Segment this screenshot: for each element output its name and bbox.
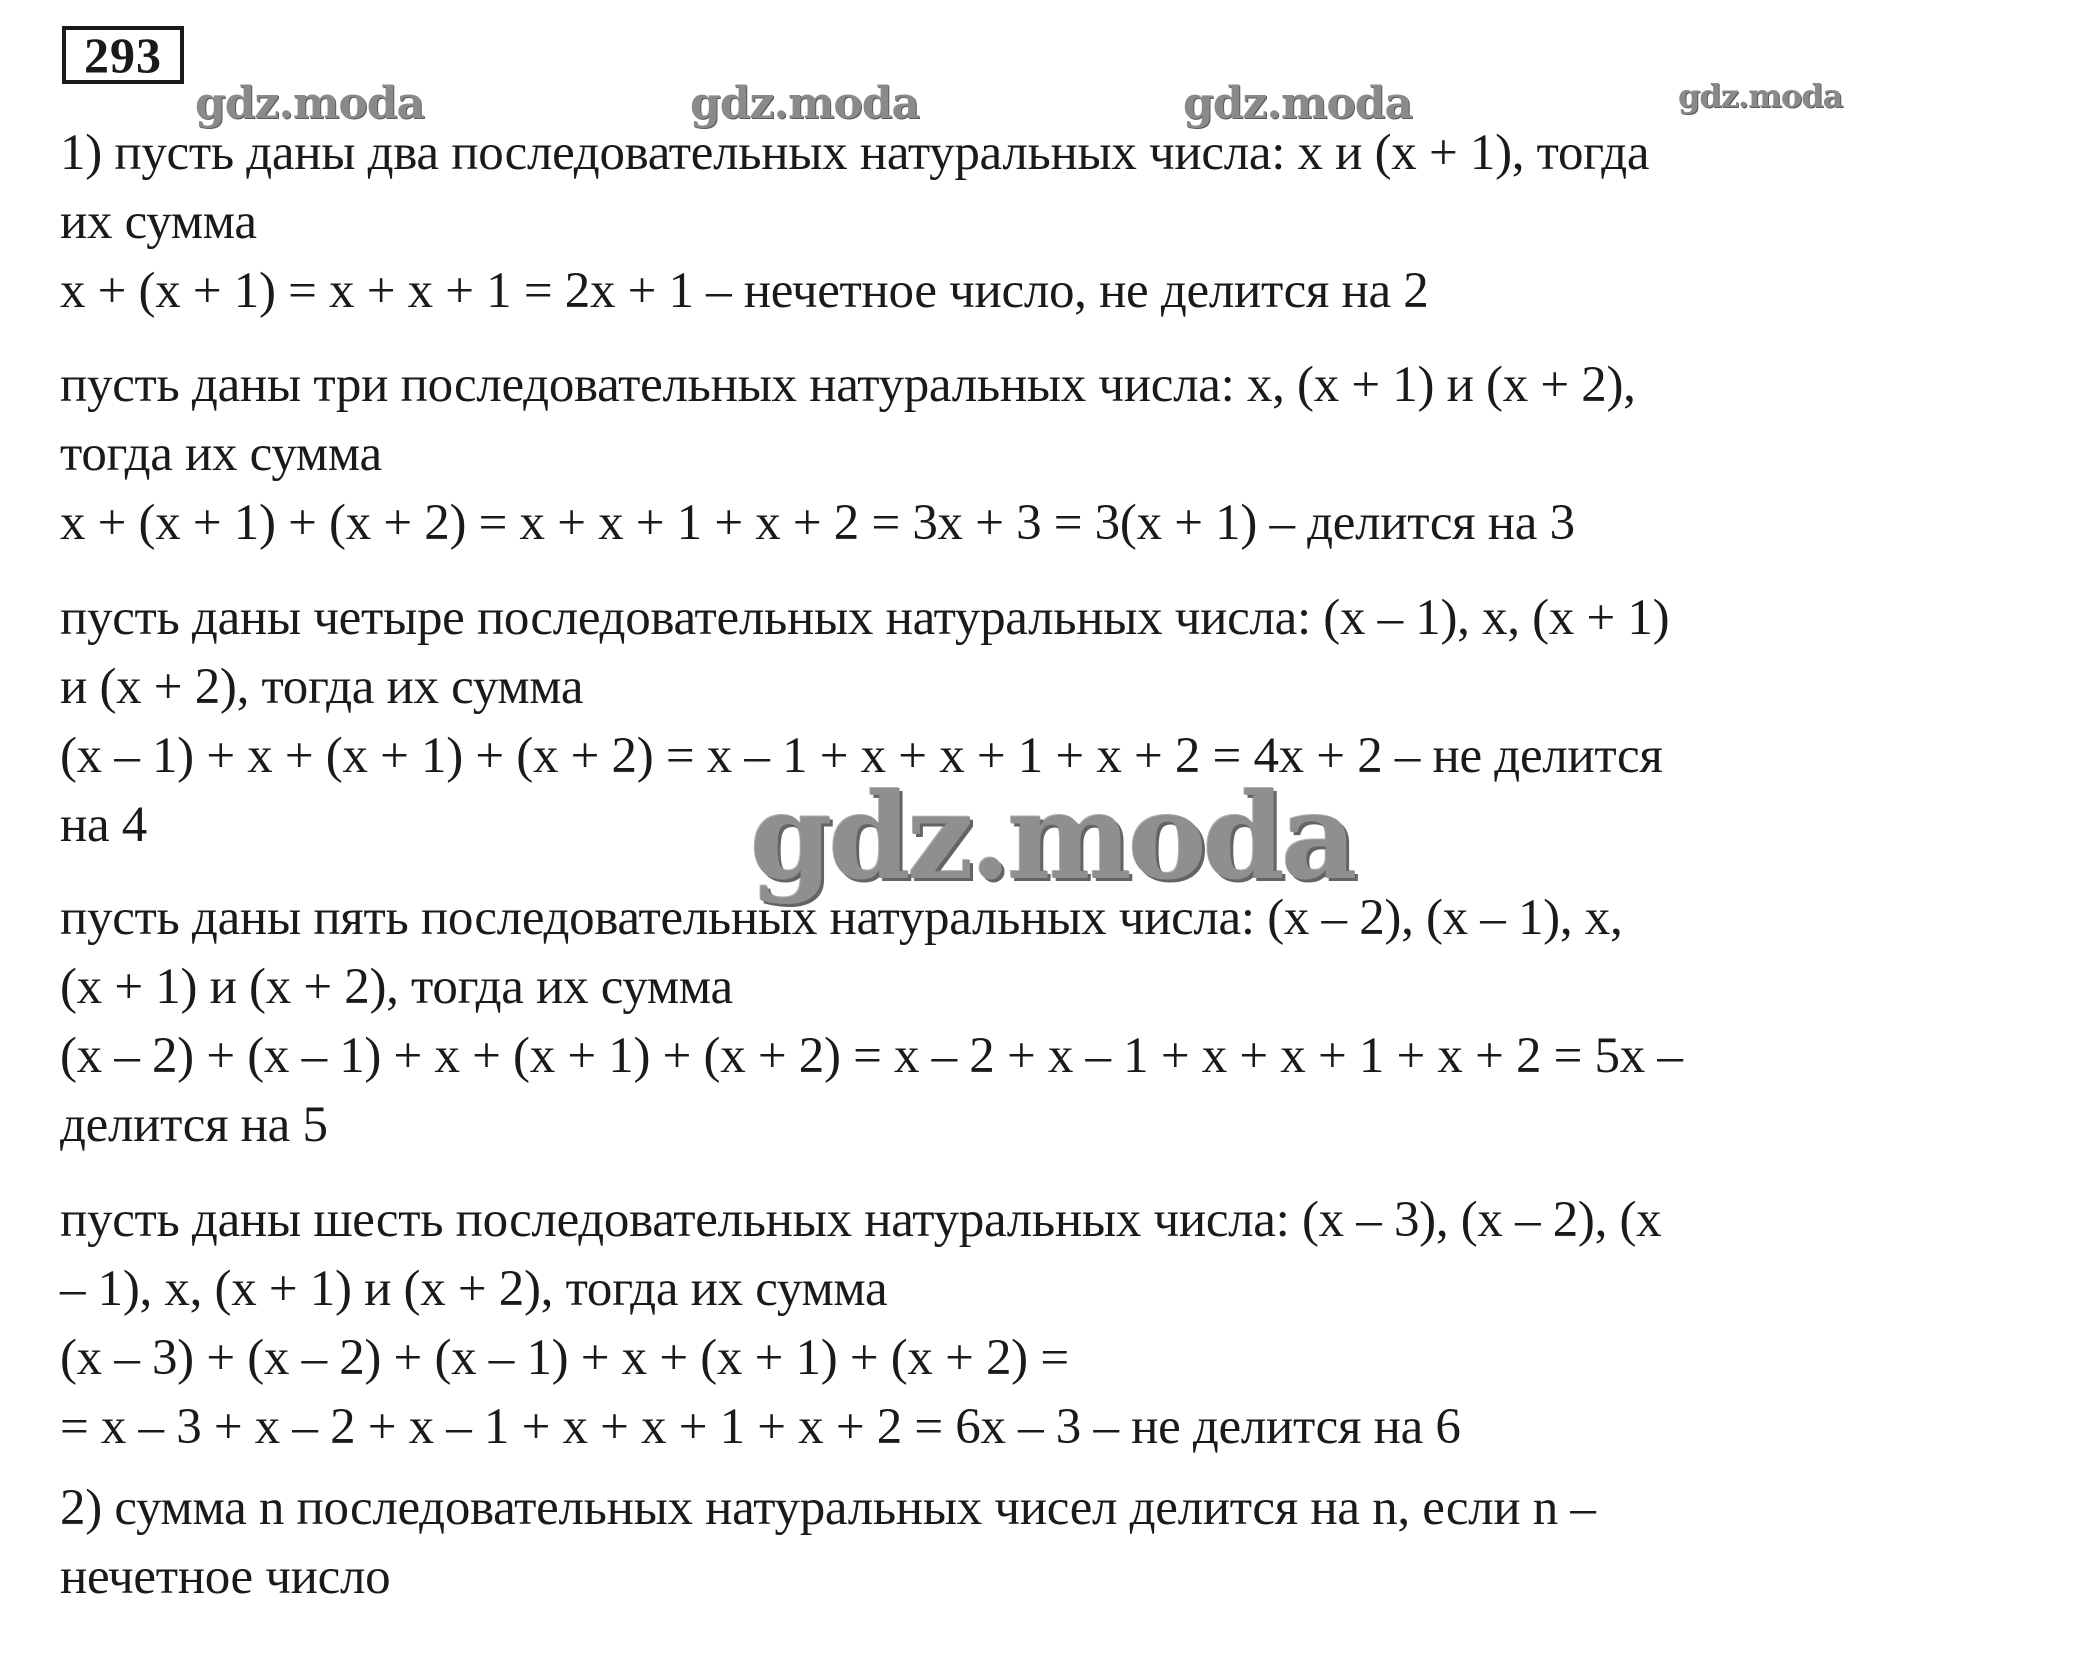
text-line-12: (x + 1) и (x + 2), тогда их сумма bbox=[60, 959, 733, 1015]
text-line-15: пусть даны шесть последовательных натуральных числа: (x – 3), (x – 2), (x bbox=[60, 1192, 1662, 1248]
text-line-1: 1) пусть даны два последовательных натуральных числа: x и (x + 1), тогда bbox=[60, 125, 1650, 181]
watermark-top-4: gdz.moda bbox=[1678, 77, 1843, 115]
text-line-8: и (x + 2), тогда их сумма bbox=[60, 659, 584, 715]
watermark-top-3: gdz.moda bbox=[1183, 78, 1413, 129]
watermark-top-2: gdz.moda bbox=[690, 78, 920, 129]
text-line-14: делится на 5 bbox=[60, 1097, 328, 1153]
text-line-11: пусть даны пять последовательных натуральных числа: (x – 2), (x – 1), x, bbox=[60, 890, 1623, 946]
watermark-top-1: gdz.moda bbox=[195, 78, 425, 129]
text-line-18: = x – 3 + x – 2 + x – 1 + x + x + 1 + x + 2 = 6x – 3 – не делится на 6 bbox=[60, 1399, 1461, 1455]
text-line-20: нечетное число bbox=[60, 1549, 391, 1605]
text-line-10: на 4 bbox=[60, 797, 147, 853]
text-line-4: пусть даны три последовательных натуральных числа: x, (x + 1) и (x + 2), bbox=[60, 357, 1636, 413]
text-line-16: – 1), x, (x + 1) и (x + 2), тогда их сумма bbox=[60, 1261, 888, 1317]
text-line-17: (x – 3) + (x – 2) + (x – 1) + x + (x + 1) + (x + 2) = bbox=[60, 1330, 1069, 1386]
text-line-7: пусть даны четыре последовательных натуральных числа: (x – 1), x, (x + 1) bbox=[60, 590, 1670, 646]
task-number-box: 293 bbox=[62, 26, 184, 84]
text-line-6: x + (x + 1) + (x + 2) = x + x + 1 + x + 2 = 3x + 3 = 3(x + 1) – делится на 3 bbox=[60, 495, 1575, 551]
text-line-3: x + (x + 1) = x + x + 1 = 2x + 1 – нечетное число, не делится на 2 bbox=[60, 263, 1429, 319]
watermark-center: gdz.moda bbox=[750, 767, 1354, 906]
text-line-2: их сумма bbox=[60, 194, 257, 250]
text-line-5: тогда их сумма bbox=[60, 426, 382, 482]
text-line-19: 2) сумма n последовательных натуральных чисел делится на n, если n – bbox=[60, 1480, 1596, 1536]
text-line-9: (x – 1) + x + (x + 1) + (x + 2) = x – 1 + x + x + 1 + x + 2 = 4x + 2 – не делится bbox=[60, 728, 1663, 784]
text-line-13: (x – 2) + (x – 1) + x + (x + 1) + (x + 2) = x – 2 + x – 1 + x + x + 1 + x + 2 = 5x – bbox=[60, 1028, 1683, 1084]
